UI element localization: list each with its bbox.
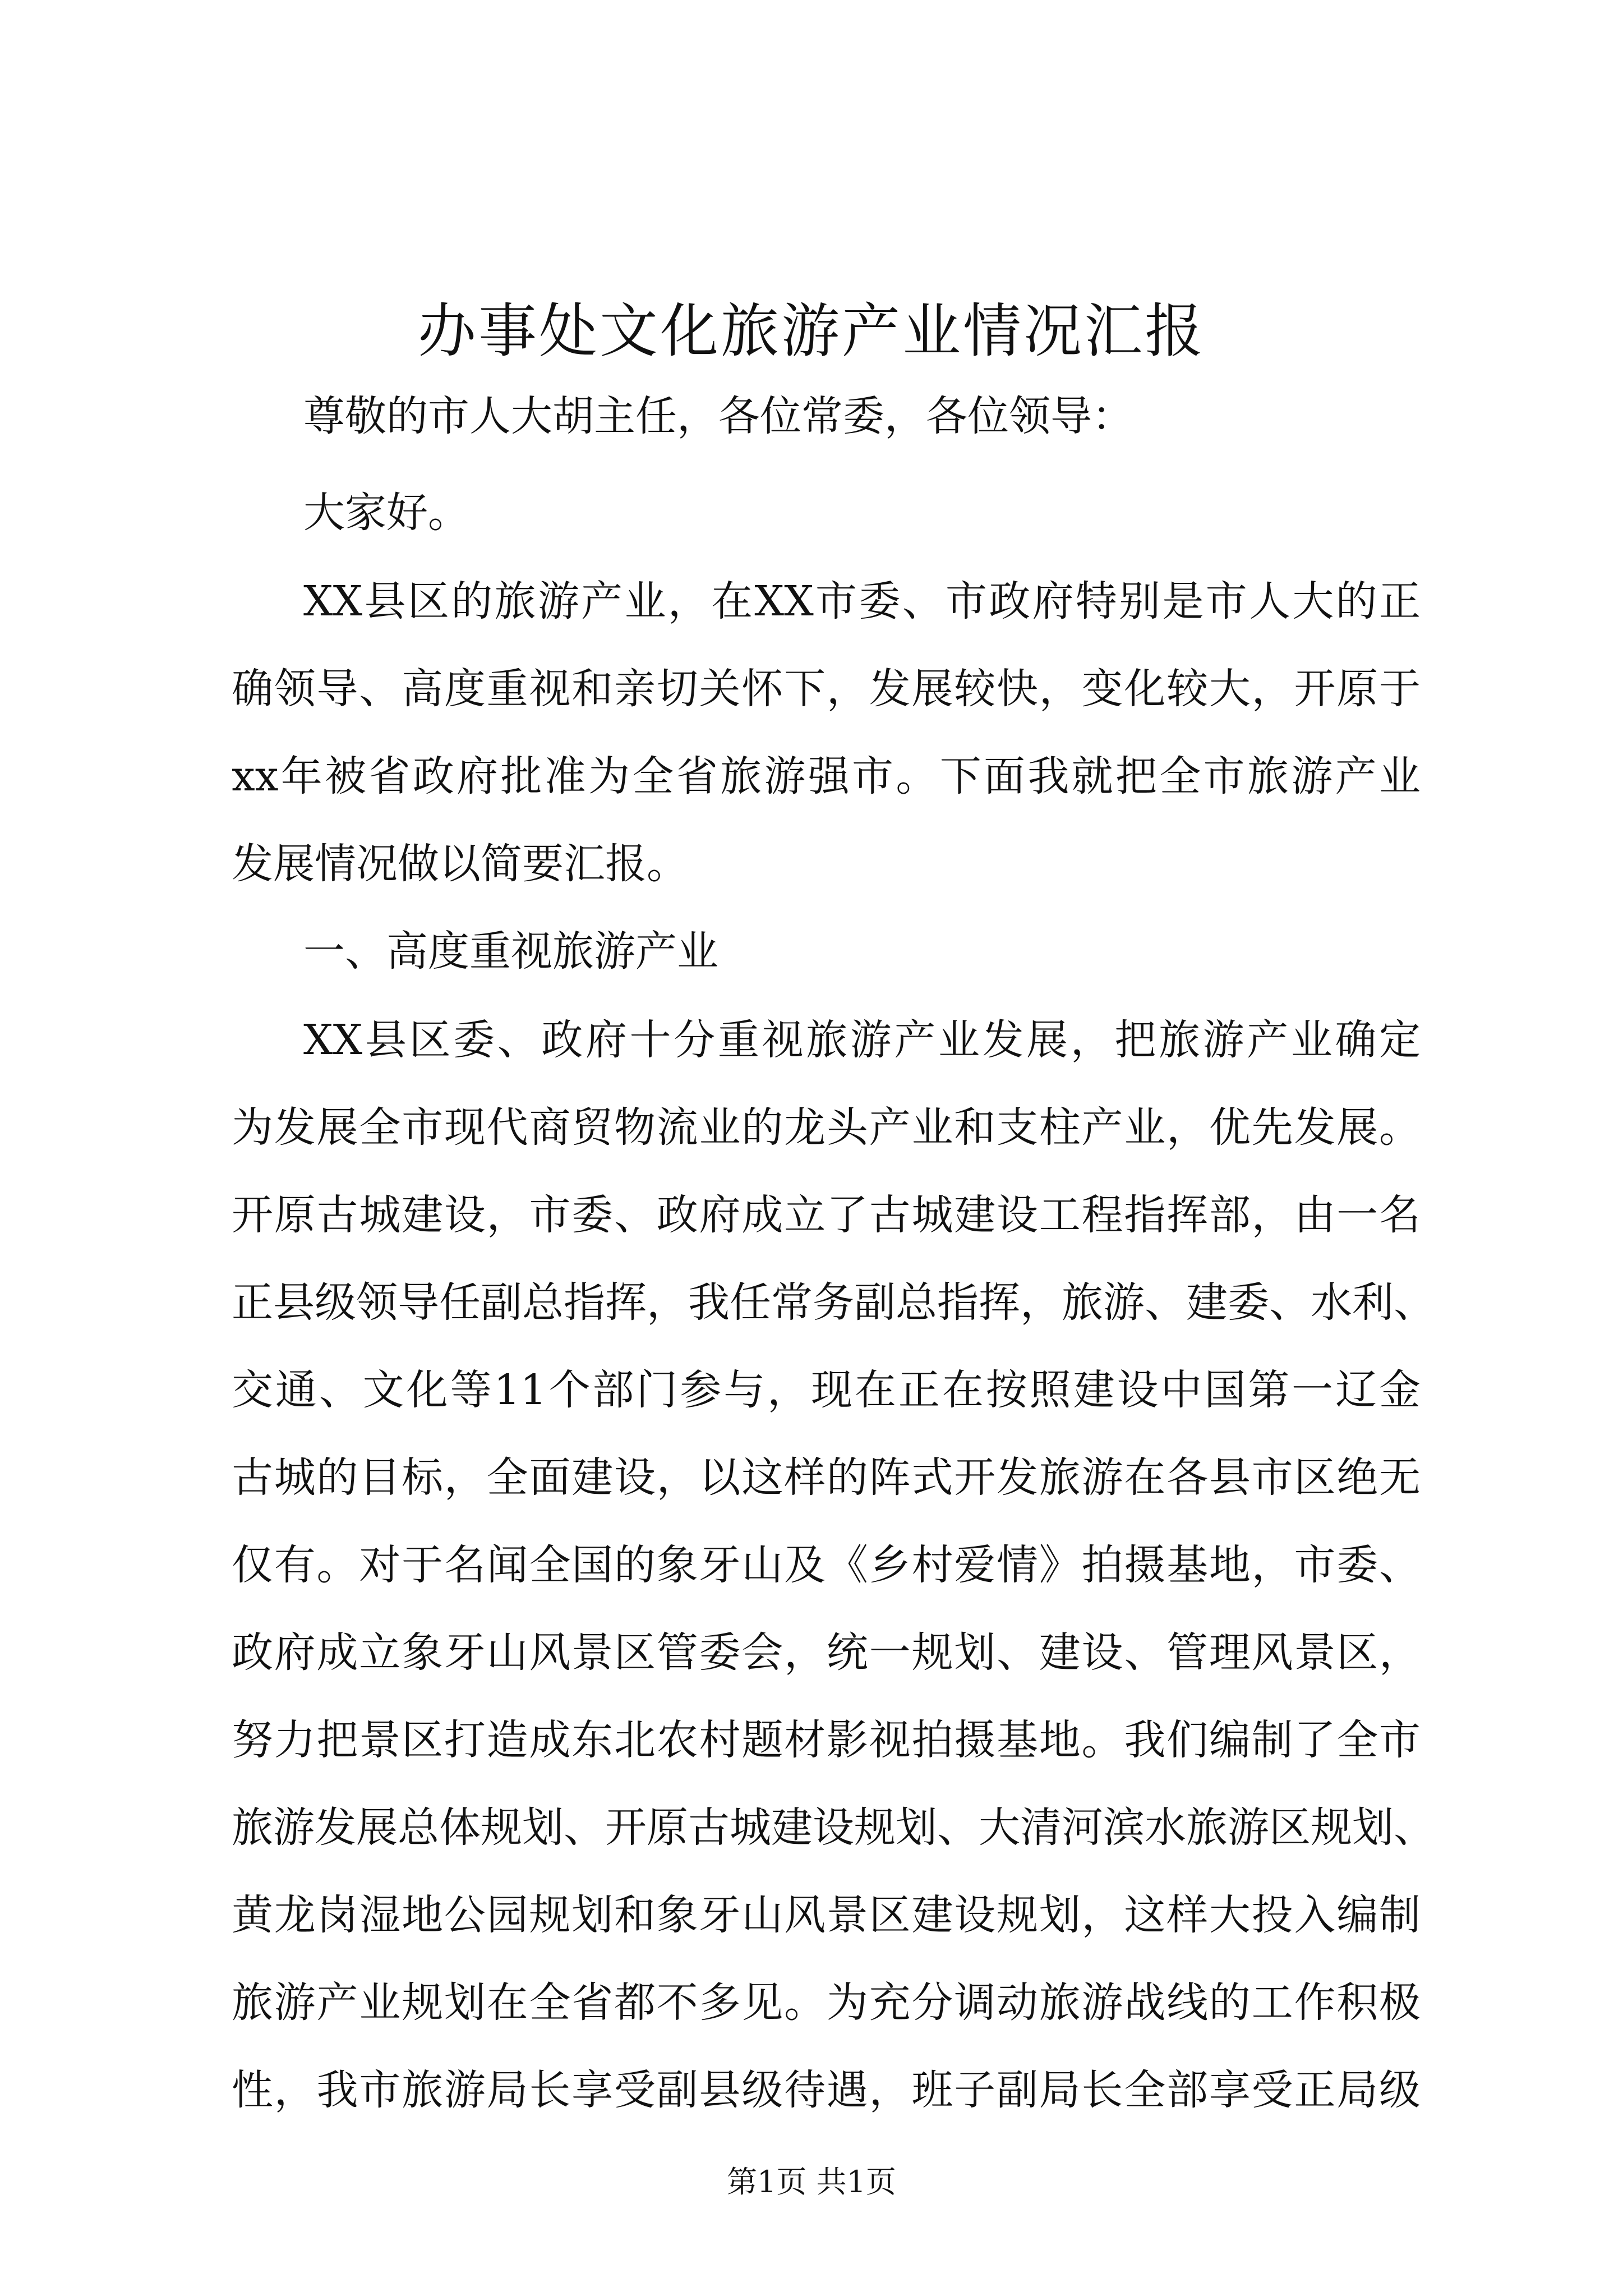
paragraph-line: 努力把景区打造成东北农村题材影视拍摄基地。我们编制了全市: [232, 1716, 1421, 1764]
paragraph-line: 为发展全市现代商贸物流业的龙头产业和支柱产业，优先发展。: [232, 1103, 1421, 1152]
page-footer: 第1页 共1页: [727, 2164, 896, 2200]
paragraph-line: 开原古城建设，市委、政府成立了古城建设工程指挥部，由一名: [232, 1191, 1421, 1239]
paragraph-line: 性，我市旅游局长享受副县级待遇，班子副局长全部享受正局级: [232, 2066, 1421, 2114]
paragraph-line: 古城的目标，全面建设，以这样的阵式开发旅游在各县市区绝无: [232, 1453, 1421, 1502]
paragraph-line: 旅游产业规划在全省都不多见。为充分调动旅游战线的工作积极: [232, 1978, 1421, 2027]
salutation-line: 尊敬的市人大胡主任，各位常委，各位领导：: [303, 392, 1133, 440]
document-title: 办事处文化旅游产业情况汇报: [417, 297, 1205, 365]
paragraph-line: 正县级领导任副总指挥，我任常务副总指挥，旅游、建委、水利、: [232, 1278, 1435, 1327]
paragraph-line: 确领导、高度重视和亲切关怀下，发展较快，变化较大，开原于: [232, 665, 1421, 713]
greeting-line: 大家好。: [303, 489, 469, 537]
paragraph-line: XX县区的旅游产业，在XX市委、市政府特别是市人大的正: [303, 577, 1421, 625]
paragraph-line: 黄龙岗湿地公园规划和象牙山风景区建设规划，这样大投入编制: [232, 1891, 1421, 1939]
paragraph-line: 政府成立象牙山风景区管委会，统一规划、建设、管理风景区，: [232, 1628, 1421, 1677]
section-heading: 一、高度重视旅游产业: [303, 927, 718, 976]
paragraph-line: 旅游发展总体规划、开原古城建设规划、大清河滨水旅游区规划、: [232, 1803, 1435, 1852]
paragraph-line: 仅有。对于名闻全国的象牙山及《乡村爱情》拍摄基地，市委、: [232, 1541, 1421, 1589]
paragraph-line: 发展情况做以简要汇报。: [232, 840, 688, 888]
paragraph-line: 交通、文化等11个部门参与，现在正在按照建设中国第一辽金: [232, 1366, 1421, 1414]
paragraph-line: xx年被省政府批准为全省旅游强市。下面我就把全市旅游产业: [232, 752, 1421, 800]
paragraph-line: XX县区委、政府十分重视旅游产业发展，把旅游产业确定: [303, 1016, 1421, 1064]
